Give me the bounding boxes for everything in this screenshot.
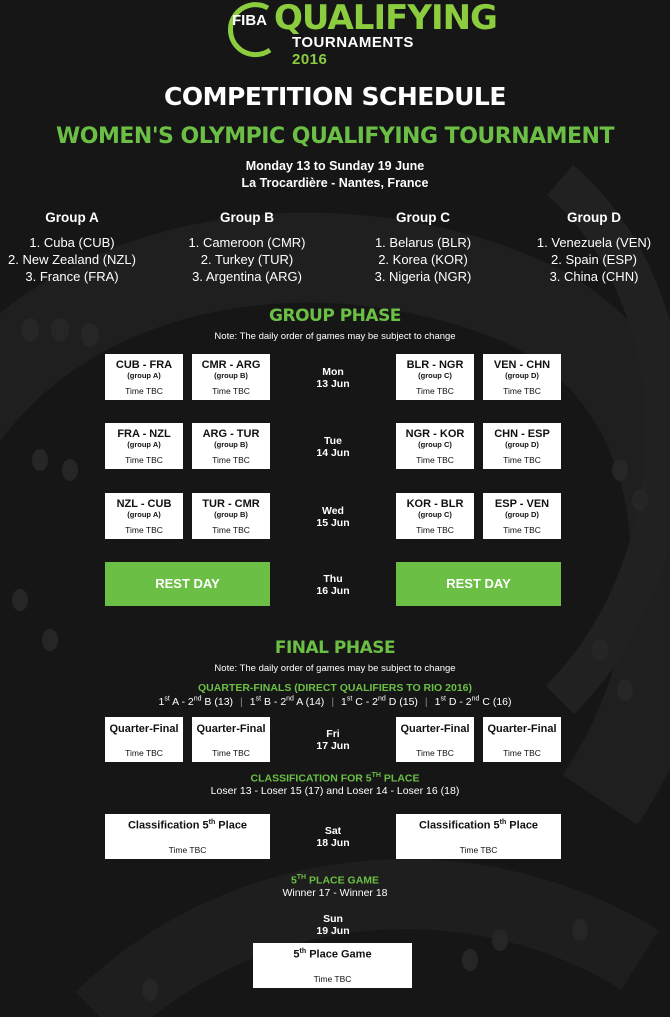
day-date: 17 Jun bbox=[316, 740, 350, 752]
group-team: 2. Turkey (TUR) bbox=[200, 252, 294, 267]
qf-pairing: 1st A - 2nd B (13) bbox=[158, 695, 234, 708]
group-heading: Group B bbox=[220, 210, 274, 225]
page-title: COMPETITION SCHEDULE bbox=[164, 82, 506, 111]
fifth-place-box bbox=[253, 943, 412, 988]
final-phase-note: Note: The daily order of games may be subject to change bbox=[214, 663, 456, 674]
match-box bbox=[105, 493, 183, 539]
match-time: Time TBC bbox=[212, 525, 250, 535]
rest-day-banner: REST DAY bbox=[396, 562, 561, 606]
tournament-venue: La Trocardière - Nantes, France bbox=[241, 176, 429, 190]
match-time: Time TBC bbox=[212, 748, 250, 758]
match-time: Time TBC bbox=[416, 455, 454, 465]
match-teams: Classification 5th Place bbox=[127, 819, 248, 832]
group-team: 2. Spain (ESP) bbox=[551, 252, 637, 267]
match-teams: Classification 5th Place bbox=[418, 819, 539, 832]
match-teams: ARG - TUR bbox=[202, 428, 260, 440]
match-time: Time TBC bbox=[503, 525, 541, 535]
match-time: Time TBC bbox=[125, 386, 163, 396]
day-date: 15 Jun bbox=[316, 517, 350, 529]
day-name: Sat bbox=[324, 825, 342, 837]
day-name: Fri bbox=[326, 728, 340, 740]
match-group: (group A) bbox=[127, 440, 161, 449]
match-group: (group D) bbox=[505, 440, 539, 449]
qf-pairing: 1st D - 2nd C (16) bbox=[434, 695, 512, 708]
match-group: (group D) bbox=[505, 371, 539, 380]
match-group: (group C) bbox=[418, 371, 452, 380]
day-name: Wed bbox=[322, 505, 344, 517]
match-teams: CHN - ESP bbox=[494, 428, 550, 440]
match-time: Time TBC bbox=[416, 748, 454, 758]
day-date: 19 Jun bbox=[316, 925, 350, 937]
quarter-final-box bbox=[105, 717, 183, 762]
day-label bbox=[303, 505, 363, 529]
match-time: Time TBC bbox=[125, 455, 163, 465]
group-team: 3. China (CHN) bbox=[549, 269, 639, 284]
match-teams: Quarter-Final bbox=[196, 723, 266, 735]
qf-pairing: 1st B - 2nd A (14) bbox=[249, 695, 325, 708]
match-box bbox=[483, 354, 561, 400]
day-label bbox=[303, 573, 363, 597]
match-teams: Quarter-Final bbox=[109, 723, 179, 735]
match-teams: 5th Place Game bbox=[293, 948, 372, 961]
fiba-qualifying-logo bbox=[220, 0, 497, 68]
match-teams: NGR - KOR bbox=[405, 428, 465, 440]
match-teams: Quarter-Final bbox=[487, 723, 557, 735]
classification-box bbox=[396, 814, 561, 859]
classification-box bbox=[105, 814, 270, 859]
day-label bbox=[303, 366, 363, 390]
group-team: 2. New Zealand (NZL) bbox=[8, 252, 136, 267]
match-time: Time TBC bbox=[125, 748, 163, 758]
logo-qualifying-text: QUALIFYING bbox=[274, 0, 497, 38]
group-b-column bbox=[163, 210, 331, 285]
day-label bbox=[303, 913, 363, 937]
day-label bbox=[303, 825, 363, 849]
quarter-final-box bbox=[483, 717, 561, 762]
match-teams: TUR - CMR bbox=[202, 498, 260, 510]
match-teams: KOR - BLR bbox=[406, 498, 464, 510]
logo-fiba-text: FIBA bbox=[232, 12, 267, 29]
match-box bbox=[192, 354, 270, 400]
final-phase-title: FINAL PHASE bbox=[274, 638, 396, 658]
match-time: Time TBC bbox=[168, 845, 207, 855]
match-teams: Quarter-Final bbox=[400, 723, 470, 735]
logo-year-text: 2016 bbox=[292, 51, 328, 68]
match-box bbox=[192, 493, 270, 539]
group-team: 1. Cuba (CUB) bbox=[29, 235, 115, 250]
day-name: Tue bbox=[324, 435, 342, 447]
match-box bbox=[396, 354, 474, 400]
group-heading: Group C bbox=[396, 210, 450, 225]
day-label bbox=[303, 728, 363, 752]
match-group: (group C) bbox=[418, 510, 452, 519]
match-box bbox=[105, 354, 183, 400]
group-team: 1. Venezuela (VEN) bbox=[536, 235, 652, 250]
match-time: Time TBC bbox=[212, 455, 250, 465]
group-team: 1. Belarus (BLR) bbox=[374, 235, 472, 250]
match-group: (group D) bbox=[505, 510, 539, 519]
day-name: Thu bbox=[323, 573, 343, 585]
day-date: 18 Jun bbox=[316, 837, 350, 849]
day-name: Mon bbox=[322, 366, 344, 378]
match-box bbox=[483, 423, 561, 469]
logo-tournaments-text: TOURNAMENTS bbox=[292, 34, 414, 51]
rest-day-banner: REST DAY bbox=[105, 562, 270, 606]
tournament-title: WOMEN'S OLYMPIC QUALIFYING TOURNAMENT bbox=[56, 124, 614, 149]
match-teams: FRA - NZL bbox=[117, 428, 171, 440]
separator: | bbox=[240, 695, 243, 708]
group-phase-note: Note: The daily order of games may be subject to change bbox=[214, 331, 456, 342]
group-team: 3. Argentina (ARG) bbox=[192, 269, 302, 284]
fifth-place-description: Winner 17 - Winner 18 bbox=[282, 887, 388, 899]
match-time: Time TBC bbox=[503, 386, 541, 396]
logo-tournaments-line bbox=[292, 34, 450, 68]
match-teams: CUB - FRA bbox=[115, 359, 173, 371]
match-group: (group C) bbox=[418, 440, 452, 449]
match-teams: BLR - NGR bbox=[406, 359, 464, 371]
day-label bbox=[303, 435, 363, 459]
classification-title: CLASSIFICATION FOR 5TH PLACE bbox=[250, 772, 420, 785]
match-box bbox=[396, 423, 474, 469]
match-teams: CMR - ARG bbox=[201, 359, 261, 371]
match-group: (group A) bbox=[127, 510, 161, 519]
match-time: Time TBC bbox=[125, 525, 163, 535]
group-heading: Group D bbox=[567, 210, 621, 225]
match-teams: ESP - VEN bbox=[494, 498, 550, 510]
quarter-final-box bbox=[396, 717, 474, 762]
quarter-finals-title: QUARTER-FINALS (DIRECT QUALIFIERS TO RIO 2016) bbox=[198, 682, 472, 694]
group-heading: Group A bbox=[45, 210, 99, 225]
match-box bbox=[483, 493, 561, 539]
group-c-column bbox=[339, 210, 507, 285]
match-group: (group A) bbox=[127, 371, 161, 380]
match-time: Time TBC bbox=[212, 386, 250, 396]
day-date: 14 Jun bbox=[316, 447, 350, 459]
quarter-final-box bbox=[192, 717, 270, 762]
group-team: 3. Nigeria (NGR) bbox=[374, 269, 472, 284]
match-box bbox=[192, 423, 270, 469]
match-group: (group B) bbox=[214, 371, 248, 380]
match-time: Time TBC bbox=[503, 748, 541, 758]
match-teams: VEN - CHN bbox=[493, 359, 551, 371]
day-name: Sun bbox=[323, 913, 343, 925]
group-phase-title: GROUP PHASE bbox=[269, 306, 401, 326]
match-time: Time TBC bbox=[459, 845, 498, 855]
group-team: 3. France (FRA) bbox=[25, 269, 119, 284]
quarter-finals-pairings bbox=[0, 695, 670, 708]
separator: | bbox=[424, 695, 428, 708]
match-group: (group B) bbox=[214, 440, 248, 449]
match-box bbox=[396, 493, 474, 539]
classification-description: Loser 13 - Loser 15 (17) and Loser 14 - Loser 16 (18) bbox=[210, 785, 460, 797]
day-date: 16 Jun bbox=[316, 585, 350, 597]
match-time: Time TBC bbox=[503, 455, 541, 465]
match-box bbox=[105, 423, 183, 469]
group-a-column bbox=[0, 210, 156, 285]
match-time: Time TBC bbox=[416, 386, 454, 396]
qf-pairing: 1st C - 2nd D (15) bbox=[341, 695, 418, 708]
match-time: Time TBC bbox=[416, 525, 454, 535]
day-date: 13 Jun bbox=[316, 378, 350, 390]
match-teams: NZL - CUB bbox=[116, 498, 172, 510]
separator: | bbox=[331, 695, 335, 708]
group-d-column bbox=[510, 210, 670, 285]
tournament-dates: Monday 13 to Sunday 19 June bbox=[245, 159, 425, 173]
fifth-place-title: 5TH PLACE GAME bbox=[290, 874, 380, 887]
match-group: (group B) bbox=[214, 510, 248, 519]
group-team: 1. Cameroon (CMR) bbox=[188, 235, 306, 250]
logo-ring-icon bbox=[220, 0, 280, 62]
group-team: 2. Korea (KOR) bbox=[378, 252, 468, 267]
match-time: Time TBC bbox=[313, 974, 352, 984]
